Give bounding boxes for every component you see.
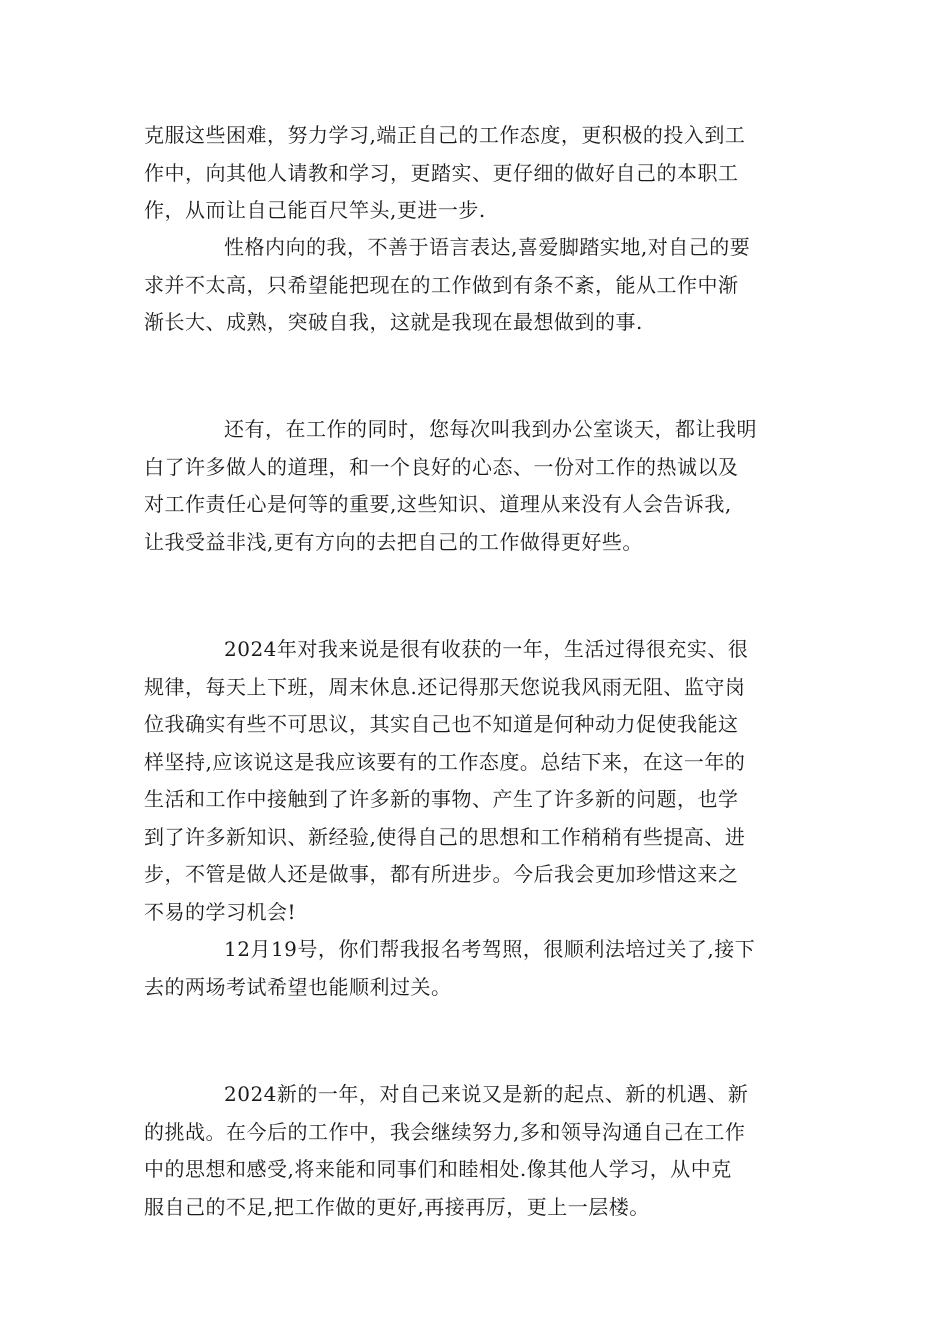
paragraph bbox=[144, 411, 812, 561]
text-line: 还有，在工作的同时，您每次叫我到办公室谈天，都让我明 bbox=[224, 417, 757, 441]
text-line: 对工作责任心是何等的重要,这些知识、道理从来没有人会告诉我, bbox=[144, 492, 732, 516]
text-line: 步，不管是做人还是做事，都有所进步。今后我会更加珍惜这来之 bbox=[144, 862, 739, 886]
text-line: 作，从而让自己能百尺竿头,更进一步. bbox=[144, 198, 486, 222]
paragraph bbox=[144, 117, 812, 230]
text-line: 位我确实有些不可思议，其实自己也不知道是何种动力促使我能这 bbox=[144, 712, 739, 736]
paragraph bbox=[144, 631, 812, 931]
text-line: 让我受益非浅,更有方向的去把自己的工作做得更好些。 bbox=[144, 529, 643, 554]
text-line: 性格内向的我，不善于语言表达,喜爱脚踏实地,对自己的要 bbox=[224, 235, 751, 259]
text-line: 到了许多新知识、新经验,使得自己的思想和工作稍稍有些提高、进 bbox=[144, 824, 746, 849]
text-line: 规律，每天上下班，周末休息.还记得那天您说我风雨无阻、监守岗 bbox=[144, 674, 746, 699]
paragraph bbox=[144, 931, 812, 1006]
text-line: 中的思想和感受,将来能和同事们和睦相处.像其他人学习，从中克 bbox=[144, 1157, 732, 1181]
text-line: 服自己的不足,把工作做的更好,再接再厉，更上一层楼。 bbox=[144, 1194, 650, 1219]
paragraph bbox=[144, 229, 812, 342]
text-line: 不易的学习机会! bbox=[144, 899, 297, 924]
text-line: 的挑战。在今后的工作中，我会继续努力,多和领导沟通自己在工作 bbox=[144, 1119, 746, 1144]
text-line: 克服这些困难，努力学习,端正自己的工作态度，更积极的投入到工 bbox=[144, 123, 746, 147]
text-line: 求并不太高，只希望能把现在的工作做到有条不紊，能从工作中渐 bbox=[144, 272, 739, 297]
text-line: 生活和工作中接触到了许多新的事物、产生了许多新的问题，也学 bbox=[144, 787, 739, 811]
text-line: 2024新的一年，对自己来说又是新的起点、新的机遇、新 bbox=[224, 1082, 749, 1106]
text-line: 样坚持,应该说这是我应该要有的工作态度。总结下来，在这一年的 bbox=[144, 749, 746, 774]
text-line: 作中，向其他人请教和学习，更踏实、更仔细的做好自己的本职工 bbox=[144, 160, 739, 185]
text-line: 渐长大、成熟，突破自我，这就是我现在最想做到的事. bbox=[144, 310, 643, 334]
text-line: 12月19号，你们帮我报名考驾照，很顺利法培过关了,接下 bbox=[224, 937, 756, 961]
text-line: 去的两场考试希望也能顺利过关。 bbox=[144, 974, 452, 999]
text-line: 2024年对我来说是很有收获的一年，生活过得很充实、很 bbox=[224, 637, 749, 661]
text-line: 白了许多做人的道理，和一个良好的心态、一份对工作的热诚以及 bbox=[144, 454, 739, 479]
paragraph bbox=[144, 1076, 812, 1226]
